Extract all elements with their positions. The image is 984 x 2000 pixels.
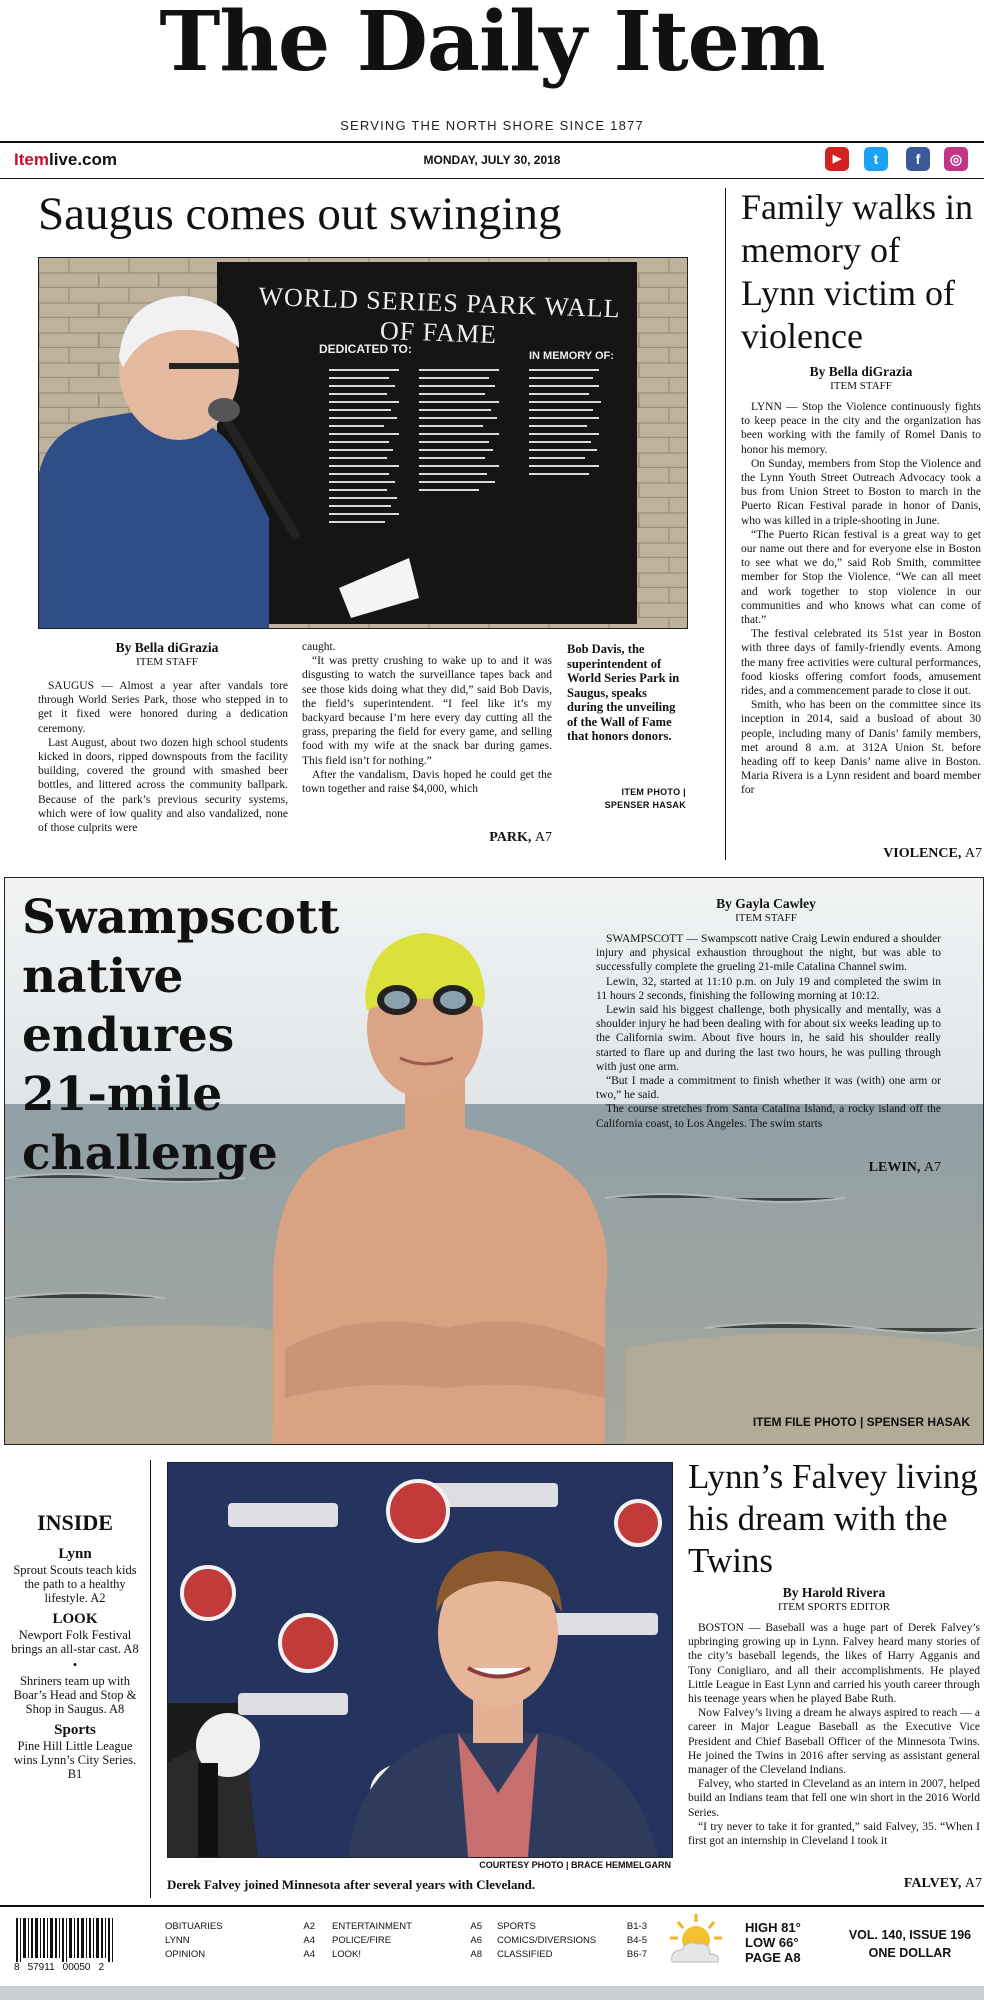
index-label: CLASSIFIED <box>497 1949 553 1960</box>
inside-item-sports[interactable] <box>8 1722 142 1781</box>
index-row[interactable] <box>165 1948 315 1962</box>
index-page: A4 <box>303 1949 315 1960</box>
index-label: ENTERTAINMENT <box>332 1921 412 1932</box>
index-row[interactable] <box>332 1934 482 1948</box>
index-label: SPORTS <box>497 1921 536 1932</box>
story1-col2-p2: “It was pretty crushing to wake up to and it was disgusting to watch the surveillance tapes back and see those kids doing what they did,” said Bob Davis, the field’s superintendent. “I feel like it’s my backyard because I’m here every day cutting all the grass, preparing the field for every game, and selling food with my wife at the snack bar during games. This field isn’t for nothing.” <box>302 655 552 767</box>
story2-jump[interactable] <box>820 846 982 862</box>
story4-credit: COURTESY PHOTO | BRACE HEMMELGARN <box>479 1860 671 1870</box>
barcode-digit: 57911 <box>27 1962 55 1973</box>
issue-info <box>840 1926 980 1962</box>
story1-caption: Bob Davis, the superintendent of World Series Park in Saugus, speaks during the unveiling of the Wall of Fame that honors donors. <box>567 642 680 743</box>
facebook-icon[interactable]: f <box>906 147 930 171</box>
story2-body <box>741 400 981 798</box>
index-page: A2 <box>303 1921 315 1932</box>
index-label: COMICS/DIVERSIONS <box>497 1935 597 1946</box>
site-link[interactable] <box>14 150 117 170</box>
weather-high: HIGH 81° <box>745 1920 801 1935</box>
index-page: A8 <box>470 1949 482 1960</box>
story3-headline-l4: 21-mile <box>22 1067 223 1122</box>
index-label: LYNN <box>165 1935 190 1946</box>
masthead-title: The Daily Item <box>159 0 825 90</box>
story4-photo[interactable] <box>167 1462 673 1858</box>
story1-col2 <box>302 640 552 796</box>
barcode-digit: 8 <box>14 1962 20 1973</box>
story2-author-role: ITEM STAFF <box>830 380 892 392</box>
index-row[interactable] <box>165 1920 315 1934</box>
inside-item-text: Newport Folk Festival brings an all-star cast. A8 <box>11 1628 139 1656</box>
index-page: A4 <box>303 1935 315 1946</box>
story1-col1-p1: SAUGUS — Almost a year after vandals tore through World Series Park, those who stepped in to get it fixed were honored during a dedication ceremony. <box>38 680 288 735</box>
story3-p2: Lewin, 32, started at 11:10 p.m. on July 19 and completed the swim in 11 hours 2 seconds, finishing the following morning at 10:12. <box>596 975 941 1002</box>
story1-headline[interactable]: Saugus comes out swinging <box>38 188 562 240</box>
story3-p1: SWAMPSCOTT — Swampscott native Craig Lewin endured a shoulder injury and physical exhaustion throughout the night, but was able to successfully complete the grueling 21-mile Catalina Channel swim. <box>596 933 941 974</box>
story2-byline <box>741 364 981 392</box>
story2-jump-word: VIOLENCE, <box>883 846 962 861</box>
story3-p5: The course stretches from Santa Catalina Island, a rocky island off the California coast, to Los Angeles. The swim starts <box>596 1103 941 1130</box>
story1-col2-p1: caught. <box>302 641 336 653</box>
story1-credit-l2: SPENSER HASAK <box>604 800 686 810</box>
story3-headline-l3: endures <box>22 1008 235 1063</box>
barcode-digit: 00050 <box>62 1962 91 1973</box>
inside-item-look[interactable] <box>8 1611 142 1656</box>
instagram-icon[interactable]: ◎ <box>944 147 968 171</box>
story3-jump-word: LEWIN, <box>868 1160 921 1175</box>
story2-jump-page: A7 <box>964 846 982 861</box>
story2-p1: LYNN — Stop the Violence continuously fights to keep peace in the city and the organization has been working with the family of Romel Danis to honor his memory. <box>741 401 981 456</box>
index-label: OBITUARIES <box>165 1921 223 1932</box>
index-page: B1-3 <box>626 1921 647 1932</box>
weather-page: PAGE A8 <box>745 1950 801 1965</box>
story4-jump-page: A7 <box>964 1876 982 1891</box>
story4-p2: Now Falvey’s living a dream he always aspired to reach — a career in Major League Baseball as the Executive Vice President and Chief Baseball Officer of the Minnesota Twins. He joined the Twins in 2016 after serving as assistant general manager of the Cleveland Indians. <box>688 1707 980 1777</box>
partly-cloudy-icon <box>664 1912 728 1968</box>
column-rule-top <box>725 188 726 860</box>
index-row[interactable] <box>497 1948 647 1962</box>
story3-byline <box>596 896 936 924</box>
story3-author: By Gayla Cawley <box>716 896 816 911</box>
masthead <box>0 0 984 180</box>
index-col3 <box>497 1920 647 1962</box>
sign-left-heading: DEDICATED TO: <box>319 342 412 356</box>
story1-author: By Bella diGrazia <box>115 640 219 655</box>
story4-p1: BOSTON — Baseball was a huge part of Derek Falvey’s upbringing growing up in Lynn. Falvey heard many stories of the city’s baseball legends, the likes of Harry Agganis and Tony Conigliaro, and all their accomplishments. He played Little League in East Lynn and carried his youth career through his teenage years when he played Babe Ruth. <box>688 1622 980 1706</box>
story4-author: By Harold Rivera <box>782 1585 886 1600</box>
barcode-digits <box>14 1962 134 1973</box>
inside-item-head: LOOK <box>52 1611 98 1627</box>
story3-credit: ITEM FILE PHOTO | SPENSER HASAK <box>752 1415 970 1429</box>
index-page: A5 <box>470 1921 482 1932</box>
story1-col2-p3: After the vandalism, Davis hoped he could get the town together and raise $4,000, which <box>302 768 552 796</box>
site-link-prefix: Item <box>14 150 49 169</box>
sign-title: WORLD SERIES PARK WALL OF FAME <box>258 281 622 350</box>
story4-body <box>688 1621 980 1848</box>
youtube-icon[interactable]: ▶ <box>825 147 849 171</box>
sign-right-heading: IN MEMORY OF: <box>529 350 614 362</box>
story4-headline[interactable]: Lynn’s Falvey living his dream with the Twins <box>688 1457 978 1580</box>
story3-jump-page: A7 <box>923 1160 941 1175</box>
story4-p4: “I try never to take it for granted,” said Falvey, 35. “When I first got an internship in Cleveland I took it <box>688 1820 980 1848</box>
inside-rule <box>150 1460 151 1898</box>
story2-headline[interactable]: Family walks in memory of Lynn victim of violence <box>741 187 973 356</box>
inside-title: INSIDE <box>37 1510 113 1535</box>
story3-p3: Lewin said his biggest challenge, both physically and mentally, was a shoulder injury he had been dealing with for about six weeks leading up to the California swim. About five hours in, he said his shoulder really started to flare up and during the last two hours, he was pulling through with just one arm. <box>596 1004 941 1073</box>
index-col1 <box>165 1920 315 1962</box>
story1-jump-word: PARK, <box>489 830 532 845</box>
index-row[interactable] <box>332 1920 482 1934</box>
story2-p4: The festival celebrated its 51st year in Boston with three days of family-friendly events. Among the many free activities were cultural performances, food kiosks offering comfort foods, amusement rides, and a commencement parade to close it out. <box>741 628 981 698</box>
index-label: LOOK! <box>332 1949 362 1960</box>
inside-item-head: Lynn <box>58 1546 92 1562</box>
site-link-suffix: live.com <box>48 150 118 169</box>
price: ONE DOLLAR <box>868 1946 952 1960</box>
story3-headline[interactable] <box>22 888 342 1183</box>
story1-author-role: ITEM STAFF <box>136 656 198 668</box>
inside-item-shriners[interactable] <box>8 1674 142 1716</box>
story4-jump-word: FALVEY, <box>903 1876 962 1891</box>
masthead-tagline: SERVING THE NORTH SHORE SINCE 1877 <box>340 118 644 133</box>
inside-item-text: Sprout Scouts teach kids the path to a healthy lifestyle. A2 <box>13 1563 137 1605</box>
story1-col1 <box>38 679 288 835</box>
story3-headline-l2: native <box>22 949 184 1004</box>
barcode <box>14 1918 134 1978</box>
index-row[interactable] <box>332 1948 482 1962</box>
barcode-icon <box>14 1918 124 1962</box>
masthead-rule-bottom <box>0 178 984 179</box>
story2-author: By Bella diGrazia <box>809 364 913 379</box>
index-row[interactable] <box>497 1920 647 1934</box>
story4-caption: Derek Falvey joined Minnesota after several years with Cleveland. <box>167 1877 536 1892</box>
footer-rule <box>0 1905 984 1907</box>
index-page: B4-5 <box>626 1935 647 1946</box>
story1-jump[interactable] <box>480 830 552 846</box>
story3-p4: “But I made a commitment to finish whether it was (with) one arm or two,” he said. <box>596 1075 941 1102</box>
weather-info <box>745 1920 835 1965</box>
story4-p3: Falvey, who started in Cleveland as an intern in 2007, helped build an Indians team that fell one win short in the 2016 World Series. <box>688 1778 980 1819</box>
story4-jump[interactable] <box>840 1876 982 1892</box>
story4-author-role: ITEM SPORTS EDITOR <box>777 1601 891 1613</box>
story1-jump-page: A7 <box>534 830 552 845</box>
story2-p2: On Sunday, members from Stop the Violence and the Lynn Youth Street Outreach Advocacy took a bus from Union Street to Boston to march in the Puerto Rican Festival parade in honor of Danis, who was killed in a triple-shooting in June. <box>741 457 981 527</box>
index-label: POLICE/FIRE <box>332 1935 392 1946</box>
story1-byline <box>38 640 296 668</box>
issue-date: MONDAY, JULY 30, 2018 <box>423 153 561 167</box>
weather-low: LOW 66° <box>745 1935 799 1950</box>
twitter-icon[interactable]: t <box>864 147 888 171</box>
inside-item-text: Shriners team up with Boar’s Head and Stop & Shop in Saugus. A8 <box>13 1674 137 1716</box>
story3-headline-l1: Swampscott <box>22 890 340 945</box>
volume-issue: VOL. 140, ISSUE 196 <box>848 1928 972 1942</box>
inside-item-lynn[interactable] <box>8 1546 142 1605</box>
bottom-bar <box>0 1986 984 2000</box>
story3-author-role: ITEM STAFF <box>735 912 797 924</box>
index-page: A6 <box>470 1935 482 1946</box>
index-row[interactable] <box>165 1934 315 1948</box>
story3-headline-l5: challenge <box>22 1126 278 1181</box>
inside-item-head: Sports <box>54 1722 96 1738</box>
story3-jump[interactable] <box>800 1160 941 1176</box>
index-col2 <box>332 1920 482 1962</box>
story3-body <box>596 932 941 1131</box>
story2-p3: “The Puerto Rican festival is a great way to get our name out there and for everyone else in Boston to see what we do,” said Rob Smith, committee member for Stop the Violence. “We can all meet and work together to stop violence in our communities and who knows what can come of that.” <box>741 528 981 627</box>
story1-credit <box>600 786 686 812</box>
inside-item-text: Pine Hill Little League wins Lynn’s City Series. B1 <box>13 1739 137 1781</box>
index-label: OPINION <box>165 1949 206 1960</box>
barcode-digit: 2 <box>98 1962 105 1973</box>
inside-box <box>8 1510 142 1781</box>
index-page: B6-7 <box>626 1949 647 1960</box>
masthead-rule-top <box>0 141 984 143</box>
index-row[interactable] <box>497 1934 647 1948</box>
story1-credit-l1: ITEM PHOTO | <box>621 787 686 797</box>
story1-col1-p2: Last August, about two dozen high school students kicked in doors, ripped downspouts from the facility building, covered the ground with smashed beer bottles, and littered across the community ballpark. Because of the park’s previous security systems, which were of low quality and also vandalized, none of those culprits were <box>38 736 288 835</box>
story2-p5: Smith, who has been on the committee since its inception in 2014, said a busload of about 30 people, including many of Danis’ family members, met around 8 a.m. at 312A Union St. before heading off to keep Danis’ name alive in Boston. Maria Rivera is a Lynn resident and board member for <box>741 699 981 797</box>
falvey-photo <box>168 1463 672 1857</box>
story4-byline <box>688 1585 980 1613</box>
story1-photo[interactable] <box>38 257 688 629</box>
inside-bullet: • <box>72 1658 78 1672</box>
